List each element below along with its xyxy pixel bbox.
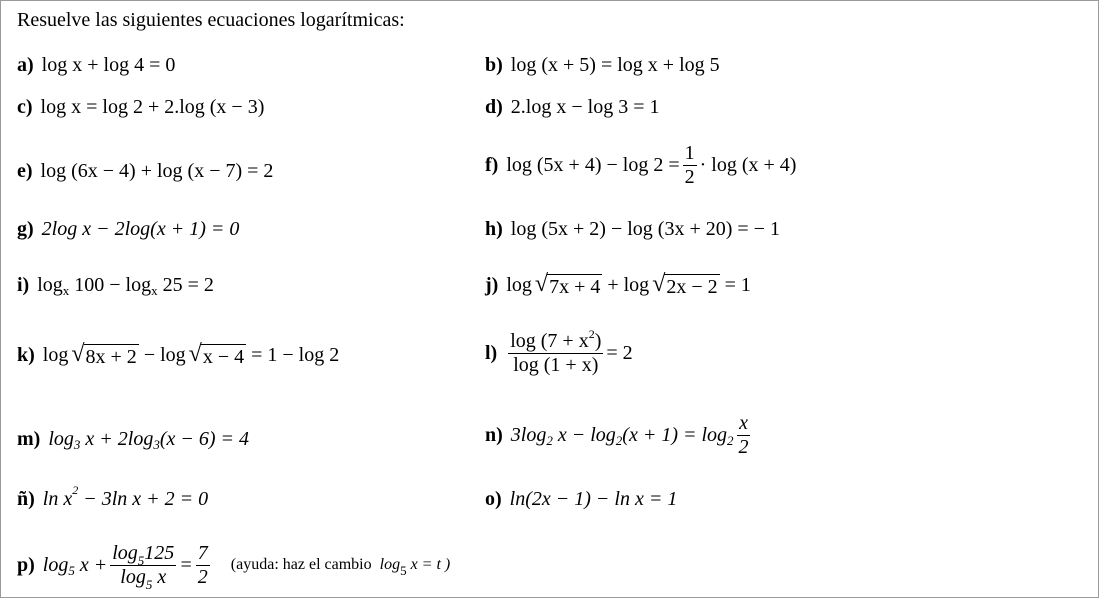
fraction-denominator: log (1 + x) xyxy=(513,353,599,376)
log-base: 2 xyxy=(546,433,553,448)
exercise-label: l) xyxy=(485,341,498,364)
equation-part: log xyxy=(42,343,69,366)
equation-part: − log xyxy=(143,343,186,366)
equation-part: + log xyxy=(607,273,650,296)
exercise-n xyxy=(485,405,754,465)
radicand: 7x + 4 xyxy=(549,275,601,298)
equation xyxy=(42,541,213,592)
equation xyxy=(506,142,796,189)
equation-part: log xyxy=(37,273,63,296)
radicand: 8x + 2 xyxy=(85,345,137,368)
equation-part: − 3ln x + 2 = 0 xyxy=(83,487,209,510)
square-root xyxy=(652,272,719,299)
equation-part: = 1 − log 2 xyxy=(251,343,340,366)
numerator-close: ) xyxy=(594,329,602,352)
equation-part: 25 = 2 xyxy=(162,273,214,296)
denominator-arg: x xyxy=(157,565,167,588)
exercise-o xyxy=(485,469,677,529)
exercise-label: e) xyxy=(17,159,33,182)
fraction-numerator: x xyxy=(739,411,748,434)
equation: log x = log 2 + 2.log (x − 3) xyxy=(40,95,265,118)
fraction xyxy=(110,541,176,592)
hint-substitution: x = t ) xyxy=(410,556,451,573)
radical-sign: √ xyxy=(534,270,549,297)
equation xyxy=(48,428,249,451)
exercise-label: j) xyxy=(485,273,499,296)
equation-part: (x − 6) = 4 xyxy=(159,427,250,450)
exercise-h xyxy=(485,199,780,259)
denominator-log: log xyxy=(120,565,146,588)
fraction-denominator: 2 xyxy=(197,565,208,588)
exercise-label: n) xyxy=(485,423,503,446)
fraction xyxy=(737,412,751,459)
log-base: 3 xyxy=(73,437,81,452)
exercise-k xyxy=(17,325,339,385)
equation-part: log xyxy=(506,273,532,296)
exercise-c xyxy=(17,77,264,137)
numerator-log: log xyxy=(112,541,138,564)
equation xyxy=(43,342,339,369)
radical-sign: √ xyxy=(188,340,202,367)
fraction xyxy=(196,542,210,589)
exercise-j xyxy=(485,255,751,315)
equation: ln(2x − 1) − ln x = 1 xyxy=(509,487,678,510)
equation xyxy=(42,482,209,511)
hint-note xyxy=(230,556,451,578)
square-root xyxy=(189,342,246,369)
equation xyxy=(506,272,751,299)
fraction-denominator: 2 xyxy=(738,435,749,458)
exercise-label: a) xyxy=(17,53,34,76)
log-base: 3 xyxy=(153,437,160,452)
fraction-numerator xyxy=(508,326,603,354)
log-base: 2 xyxy=(615,433,623,448)
equation-right: = 2 xyxy=(606,341,633,364)
exercise-label: p) xyxy=(17,553,35,576)
numerator-arg: 125 xyxy=(144,541,175,564)
square-root xyxy=(71,342,138,369)
exercise-label: m) xyxy=(17,427,41,450)
exercise-label: b) xyxy=(485,53,503,76)
exercise-nn xyxy=(17,469,208,529)
radicand: x − 4 xyxy=(202,345,245,368)
equation-part: ln x xyxy=(42,487,73,510)
equation xyxy=(37,274,214,297)
exercise-label: f) xyxy=(485,153,499,176)
equation-part: 3log xyxy=(510,423,547,446)
exponent: 2 xyxy=(588,326,595,341)
log-base: 5 xyxy=(137,552,145,568)
exercise-label: h) xyxy=(485,217,503,240)
log-base: 5 xyxy=(400,563,407,578)
equation xyxy=(511,412,754,459)
equation-part: = 1 xyxy=(724,273,751,296)
exercise-label: g) xyxy=(17,217,34,240)
equation-right: · log (x + 4) xyxy=(699,153,797,176)
log-base: x xyxy=(151,283,158,298)
exercise-e xyxy=(17,141,273,201)
radical-sign: √ xyxy=(652,270,666,297)
exponent: 2 xyxy=(72,482,79,497)
exercise-f xyxy=(485,135,796,195)
equation-part: 100 − log xyxy=(74,273,152,296)
equation-part: (x + 1) = log xyxy=(622,423,728,446)
square-root xyxy=(535,272,602,299)
radical-sign: √ xyxy=(71,340,85,367)
equals-sign: = xyxy=(179,553,193,576)
numerator-text: log (7 + x xyxy=(510,329,589,352)
hint-log: log xyxy=(379,556,401,573)
fraction-denominator xyxy=(118,565,168,592)
exercise-label: c) xyxy=(17,95,33,118)
exercise-label: d) xyxy=(485,95,503,118)
equation: log x + log 4 = 0 xyxy=(41,53,176,76)
exercise-l xyxy=(485,323,633,383)
hint-text: (ayuda: haz el cambio xyxy=(230,556,372,573)
fraction xyxy=(508,326,603,377)
equation: log (5x + 2) − log (3x + 20) = − 1 xyxy=(510,217,780,240)
page-title: Resuelve las siguientes ecuaciones logarítmicas: xyxy=(17,9,405,31)
exercise-g xyxy=(17,199,239,259)
exercise-p xyxy=(17,535,450,595)
radicand: 2x − 2 xyxy=(666,275,718,298)
equation: log (6x − 4) + log (x − 7) = 2 xyxy=(40,159,274,182)
exercise-label: o) xyxy=(485,487,502,510)
equation-part: log xyxy=(48,427,74,450)
log-base: 2 xyxy=(727,433,734,448)
log-base: 5 xyxy=(145,576,153,592)
equation-part: x + xyxy=(79,553,108,576)
fraction-numerator: 1 xyxy=(684,141,695,164)
equation-part: x − log xyxy=(557,423,616,446)
exercise-label: i) xyxy=(17,273,30,296)
exercise-m xyxy=(17,409,249,469)
fraction-numerator: 7 xyxy=(197,541,208,564)
exercise-label: k) xyxy=(17,343,35,366)
fraction xyxy=(683,142,697,189)
exercise-i xyxy=(17,255,214,315)
exercise-d xyxy=(485,77,659,137)
fraction-numerator xyxy=(110,542,176,566)
equation-part: x + 2log xyxy=(85,427,154,450)
fraction-denominator: 2 xyxy=(684,165,695,188)
exercise-label: ñ) xyxy=(17,487,35,510)
equation: 2.log x − log 3 = 1 xyxy=(510,95,660,118)
equation: 2log x − 2log(x + 1) = 0 xyxy=(41,217,240,240)
equation: log (x + 5) = log x + log 5 xyxy=(510,53,720,76)
log-base: x xyxy=(62,283,70,298)
equation-left: log (5x + 4) − log 2 = xyxy=(506,153,680,176)
log-base: 5 xyxy=(68,563,75,578)
equation xyxy=(505,326,633,377)
equation-part: log xyxy=(42,553,69,576)
